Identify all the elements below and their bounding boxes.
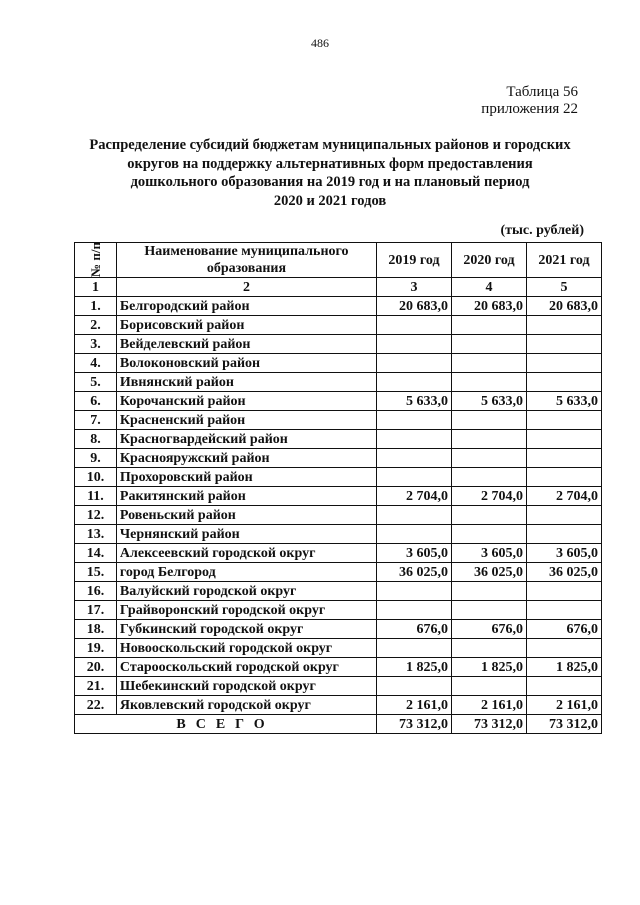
value-2021-cell <box>526 449 601 468</box>
value-2019-cell <box>376 525 451 544</box>
row-number-cell: 16. <box>75 582 117 601</box>
total-row <box>75 715 602 734</box>
municipality-name-cell: Борисовский район <box>116 316 376 335</box>
total-2021: 73 312,0 <box>526 715 601 734</box>
table-row <box>75 354 602 373</box>
table-reference <box>481 84 578 118</box>
table-row <box>75 696 602 715</box>
table-row <box>75 658 602 677</box>
table-row <box>75 316 602 335</box>
table-row <box>75 582 602 601</box>
municipality-name-cell: Ивнянский район <box>116 373 376 392</box>
value-2020-cell <box>451 373 526 392</box>
value-2019-cell <box>376 677 451 696</box>
table-row <box>75 449 602 468</box>
table-row <box>75 677 602 696</box>
municipality-name-cell: Краснояружский район <box>116 449 376 468</box>
value-2020-cell <box>451 677 526 696</box>
value-2021-cell: 20 683,0 <box>526 297 601 316</box>
value-2019-cell <box>376 582 451 601</box>
value-2020-cell: 2 704,0 <box>451 487 526 506</box>
row-number-cell: 18. <box>75 620 117 639</box>
value-2020-cell: 3 605,0 <box>451 544 526 563</box>
table-row <box>75 297 602 316</box>
value-2021-cell <box>526 335 601 354</box>
row-number-cell: 3. <box>75 335 117 354</box>
municipality-name-cell: Красногвардейский район <box>116 430 376 449</box>
value-2020-cell <box>451 468 526 487</box>
value-2020-cell <box>451 449 526 468</box>
row-number-cell: 12. <box>75 506 117 525</box>
municipality-name-cell: Губкинский городской округ <box>116 620 376 639</box>
value-2021-cell <box>526 582 601 601</box>
value-2019-cell: 2 704,0 <box>376 487 451 506</box>
value-2021-cell <box>526 411 601 430</box>
row-number-cell: 20. <box>75 658 117 677</box>
table-row <box>75 563 602 582</box>
row-number-cell: 1. <box>75 297 117 316</box>
header-2020: 2020 год <box>451 243 526 278</box>
row-number-cell: 6. <box>75 392 117 411</box>
value-2020-cell <box>451 354 526 373</box>
value-2020-cell <box>451 582 526 601</box>
value-2021-cell <box>526 677 601 696</box>
municipality-name-cell: Вейделевский район <box>116 335 376 354</box>
municipality-name-cell: Волоконовский район <box>116 354 376 373</box>
row-number-cell: 2. <box>75 316 117 335</box>
table-row <box>75 525 602 544</box>
value-2019-cell <box>376 373 451 392</box>
row-number-cell: 7. <box>75 411 117 430</box>
index-cell: 1 <box>75 278 117 297</box>
value-2019-cell <box>376 639 451 658</box>
table-ref-line2: приложения 22 <box>481 101 578 117</box>
municipality-name-cell: Алексеевский городской округ <box>116 544 376 563</box>
value-2019-cell <box>376 601 451 620</box>
value-2021-cell: 5 633,0 <box>526 392 601 411</box>
row-number-cell: 4. <box>75 354 117 373</box>
row-number-cell: 21. <box>75 677 117 696</box>
municipality-name-cell: Яковлевский городской округ <box>116 696 376 715</box>
municipality-name-cell: Грайворонский городской округ <box>116 601 376 620</box>
value-2021-cell <box>526 468 601 487</box>
row-number-cell: 8. <box>75 430 117 449</box>
document-title <box>70 136 590 210</box>
row-number-cell: 19. <box>75 639 117 658</box>
value-2020-cell <box>451 601 526 620</box>
value-2021-cell <box>526 430 601 449</box>
header-row <box>75 243 602 278</box>
value-2019-cell: 2 161,0 <box>376 696 451 715</box>
value-2021-cell <box>526 601 601 620</box>
header-2021: 2021 год <box>526 243 601 278</box>
value-2019-cell <box>376 449 451 468</box>
value-2021-cell <box>526 316 601 335</box>
value-2020-cell <box>451 506 526 525</box>
municipality-name-cell: город Белгород <box>116 563 376 582</box>
row-number-cell: 10. <box>75 468 117 487</box>
value-2019-cell <box>376 316 451 335</box>
value-2020-cell: 2 161,0 <box>451 696 526 715</box>
municipality-name-cell: Ракитянский район <box>116 487 376 506</box>
value-2019-cell <box>376 354 451 373</box>
value-2019-cell: 3 605,0 <box>376 544 451 563</box>
value-2020-cell <box>451 316 526 335</box>
table-row <box>75 430 602 449</box>
value-2021-cell: 2 161,0 <box>526 696 601 715</box>
value-2019-cell: 36 025,0 <box>376 563 451 582</box>
subsidy-table <box>74 242 602 734</box>
value-2019-cell: 676,0 <box>376 620 451 639</box>
value-2021-cell: 2 704,0 <box>526 487 601 506</box>
value-2019-cell: 1 825,0 <box>376 658 451 677</box>
table-row <box>75 411 602 430</box>
index-cell: 4 <box>451 278 526 297</box>
municipality-name-cell: Чернянский район <box>116 525 376 544</box>
title-line3: дошкольного образования на 2019 год и на плановый период <box>130 174 530 190</box>
title-line4: 2020 и 2021 годов <box>273 192 387 209</box>
table-row <box>75 468 602 487</box>
value-2021-cell: 1 825,0 <box>526 658 601 677</box>
header-num: № п/п <box>75 243 117 278</box>
value-2019-cell <box>376 411 451 430</box>
header-2019: 2019 год <box>376 243 451 278</box>
index-cell: 3 <box>376 278 451 297</box>
value-2020-cell <box>451 411 526 430</box>
value-2019-cell <box>376 468 451 487</box>
table-row <box>75 373 602 392</box>
municipality-name-cell: Ровеньский район <box>116 506 376 525</box>
value-2021-cell <box>526 525 601 544</box>
value-2020-cell: 676,0 <box>451 620 526 639</box>
table-row <box>75 544 602 563</box>
municipality-name-cell: Новооскольский городской округ <box>116 639 376 658</box>
value-2020-cell <box>451 639 526 658</box>
municipality-name-cell: Шебекинский городской округ <box>116 677 376 696</box>
table-row <box>75 392 602 411</box>
table-row <box>75 335 602 354</box>
value-2021-cell: 3 605,0 <box>526 544 601 563</box>
row-number-cell: 9. <box>75 449 117 468</box>
table-ref-line1: Таблица 56 <box>506 84 578 100</box>
unit-label: (тыс. рублей) <box>500 223 584 238</box>
total-2019: 73 312,0 <box>376 715 451 734</box>
value-2019-cell: 20 683,0 <box>376 297 451 316</box>
value-2019-cell <box>376 506 451 525</box>
value-2021-cell <box>526 506 601 525</box>
total-label: ВСЕГО <box>75 715 377 734</box>
value-2020-cell <box>451 430 526 449</box>
value-2020-cell: 5 633,0 <box>451 392 526 411</box>
value-2021-cell <box>526 639 601 658</box>
municipality-name-cell: Валуйский городской округ <box>116 582 376 601</box>
row-number-cell: 22. <box>75 696 117 715</box>
value-2021-cell <box>526 373 601 392</box>
value-2021-cell: 676,0 <box>526 620 601 639</box>
total-2020: 73 312,0 <box>451 715 526 734</box>
page-number: 486 <box>311 36 329 50</box>
table-row <box>75 620 602 639</box>
index-cell: 5 <box>526 278 601 297</box>
table-row <box>75 506 602 525</box>
value-2019-cell <box>376 430 451 449</box>
row-number-cell: 13. <box>75 525 117 544</box>
value-2021-cell: 36 025,0 <box>526 563 601 582</box>
municipality-name-cell: Белгородский район <box>116 297 376 316</box>
table-row <box>75 601 602 620</box>
municipality-name-cell: Прохоровский район <box>116 468 376 487</box>
table-row <box>75 487 602 506</box>
row-number-cell: 5. <box>75 373 117 392</box>
index-cell: 2 <box>116 278 376 297</box>
value-2019-cell: 5 633,0 <box>376 392 451 411</box>
title-line2: округов на поддержку альтернативных форм предоставления <box>127 155 533 172</box>
value-2020-cell <box>451 525 526 544</box>
municipality-name-cell: Красненский район <box>116 411 376 430</box>
title-line1: Распределение субсидий бюджетам муниципальных районов и городских <box>89 137 571 153</box>
municipality-name-cell: Корочанский район <box>116 392 376 411</box>
column-index-row <box>75 278 602 297</box>
row-number-cell: 17. <box>75 601 117 620</box>
row-number-cell: 14. <box>75 544 117 563</box>
value-2020-cell: 36 025,0 <box>451 563 526 582</box>
row-number-cell: 15. <box>75 563 117 582</box>
row-number-cell: 11. <box>75 487 117 506</box>
value-2020-cell <box>451 335 526 354</box>
value-2021-cell <box>526 354 601 373</box>
value-2020-cell: 20 683,0 <box>451 297 526 316</box>
value-2019-cell <box>376 335 451 354</box>
table-row <box>75 639 602 658</box>
header-name: Наименование муниципального образования <box>116 243 376 278</box>
value-2020-cell: 1 825,0 <box>451 658 526 677</box>
municipality-name-cell: Старооскольский городской округ <box>116 658 376 677</box>
